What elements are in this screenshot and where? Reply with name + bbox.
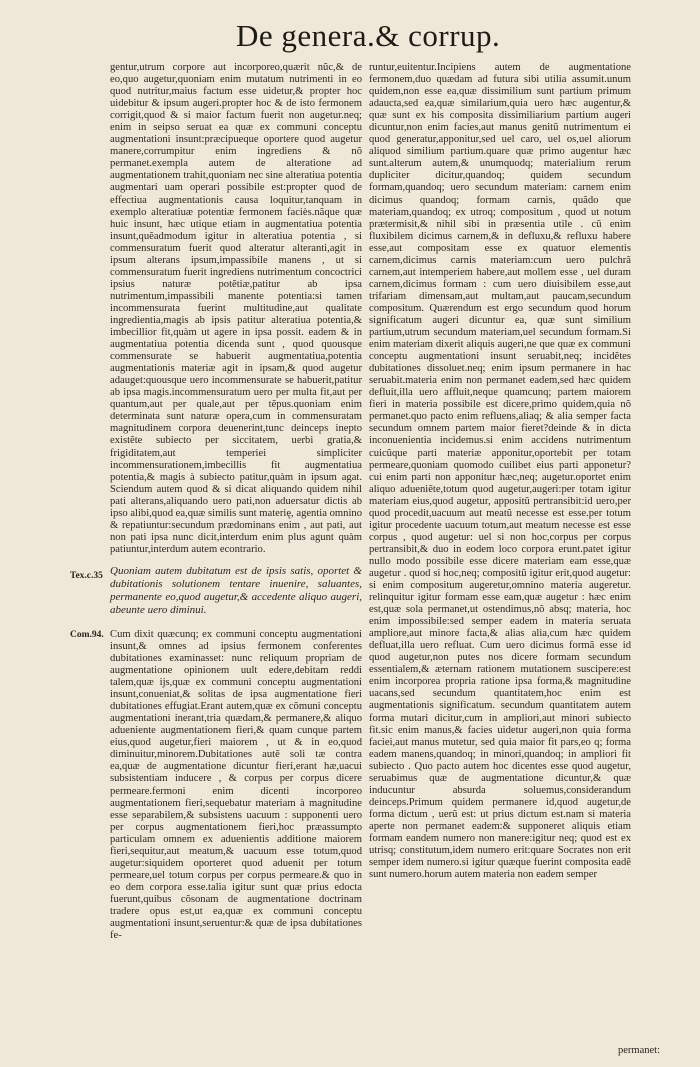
- running-header: De genera.& corrup.: [236, 18, 501, 53]
- aristotle-text-passage: Quoniam autem dubitatum est de ipsis satis, oportet & dubitationis solutionem tentare inuenire, saluantes, permanente eo,quod augetur,& accedente aliquo augeri, abeunte uero diminui.: [110, 564, 362, 616]
- right-column: [369, 62, 631, 881]
- margin-label-commentary: Com.94.: [70, 630, 104, 640]
- margin-label-text: Tex.c.35: [70, 571, 103, 581]
- commentary-paragraph-94: Cum dixit quæcunq; ex communi conceptu augmentationi insunt,& omnes ad ipsius fermonem conferentes dubitationes examinasset: nunc reliquum propriam de augmentatione opinionem uult edere,debitam reddi talem,quæ ijs,quæ ex communi conceptu augmentationi insunt,conueniat,& solitas de ipsa augmentatione fieri dubitationes effugiat.Erant autem,quæ ex cõmuni conceptu augmentationi inerant,tria quædam,& permanere,& aliquo adueniente augmentationem fieri,& quam cunque partem eius,quod augetur,fieri maiorem , ut & in eo,quod diminuitur,minorem.Dubitationes autẽ soli tæ contra ea,quæ de augmentatione dicuntur fieri,erant hæ,uacui subsistentiam inducere , & corpus per corpus dicere permeare.fermoni enim dicenti incorporeo augmentationem fieri,sequebatur materiam à magnitudine esse separabilem,& subsistens uacuum : supponenti uero per corpus augmentationem fieri,hoc præassumpto particulam omnem ex aduenientis additione maiorem fieri,sequitur,aut meatum,& uacuum esse totum,quod augetur:siquidem oporteret quod aduenit per totum permeare,uel totum corpus per corpus permeare.& quo in eo dem corpora esse.talia igitur sunt quæ prius edocta fuerunt,quibus cõsonam de augmentatione doctrinam tradere opus est,ut ea,quæ ex communi conceptu augmentationi insunt,seruentur:& quæ de ipsa dubitationes fe-: [110, 628, 362, 942]
- catchword: permanet:: [618, 1045, 660, 1056]
- right-column-text: runtur,euitentur.Incipiens autem de augmentatione fermonem,duo quædam ad futura sibi utilia assumit.unum quidem,non esse ea,quæ dissimilium sunt partium primum adaucta,sed ea,quæ similarium,quia uero hæc augentur,& quæ sunt ex his composita dissimiliarium partium augeri dicuntur,non enim facies,aut manus genitũ nutrimentum ei quod generatur,apponitur,sed uel caro, uel os,uel aliorum aliquod similium partium.quare quæ primo augentur hæc sunt.alterum autem,& unumquodq; materialium rerum dupliciter dicitur,quandoq; quidem secundum formam,quandoq; uero secundum materiam: carnem enim dicimus quandoq; formam carnis, quãdo que materiam,quandoq; ex utroq; compositum , quod ut notum prætermisit,& nihil sibi in præsentia utile . cũ enim fluxibilem dicimus carnem,& in defluxu,& refluxu habere esse,aut compositam esse ex quatuor elementis carnem,dicimus carnis materiam:cum uero pulchrã carnem,aut intemperiem habere,aut mollem esse , uel duram carnem,dicimus formam : cum uero diuisibilem esse,aut trifariam dimensam,aut multam,aut paucam,secundum compositum. Quærendum est ergo secundum quod horum significatum augeri dicuntur ea, quæ sunt similium partium,utrum secundum materiam,uel secundum formam.Si enim materiam dixerit aliquis augeri,ne que quæ ex communi conceptu augmentationi insunt seruabit,neq; incidẽtes dubitationes dissoluet.neq; enim ipsum permanere in hac seruabit.materia enim non permanet eadem,sed hæc quidem defluit,illa uero affluit,neque quamcunq; partem maiorem fieri in materia possibile est dicere,primo quidem,quia nõ permanet.quo pacto enim refluens,aliaq; & alia semper facta secundum omnem partem maior fieret?deinde & in dicta inconuenientia incidemus.si enim accidens nutrimentum cuicũque parti materiæ apponitur,oportebit per totam permeare,quoniam quomodo cuilibet eius parti apponetur? cui enim parti non apponitur hæc,neq; augetur.oportet enim aliquo adueniẽte,totum quod augetur,augeri:per totam igitur materiam eius,quod augetur, appositũ pertransibit:id uero,per quod procedit,uacuum aut meatũ necesse est esse.per totum igitur procedente uacuum totum,aut meatum necesse est esse corpus , quod augetur: uel si non hoc,corpus per corpus pertransibit,& duo in eodem loco corpora erunt.patet igitur nullo modo possibile esse dicere materiam eam esse,quæ augetur . quod si hoc,neq; compositũ igitur erit,quod augetur: si enim compositum augeretur,omnino materia augeretur. relinquitur igitur formam esse eam,quæ augetur : hæc enim est,quæ sola permanet,ut ostendimus,nõ absq; materia, hoc enim impossibile:sed semper eadem in materia seruata ampliore,aut minore facta,& alias alia,cum hæc quidem defluat,illa uero refluat. Cum uero dicimus formã esse id quod augetur,non putes nos dicere formam secundum essentialem,& æternam rationem mutationem suscipere:est enim incorporea propria ratione ipsa forma,& magnitudine uacans,sed secundum quantitatem,hoc enim est augmentationis significatum. secundum quantitatem autem forma mutari dicitur,cum in ampliori,aut minori subiecto fit.sic enim manus,& facies uidetur augeri,non quia forma faciei,aut manus mutetur, sed quia maior fit pars,eo q; forma eadem manens,quandoq; in minori,quandoq; in ampliori fit subiecto . Quo pacto autem hoc dicentes esse quod augetur, seruabimus quæ de augmentatione dicuntur,& quæ inducuntur absurda soluemus,considerandum deinceps.Primum quidem permanere id,quod augetur,de forma dictum , uerũ est: ut prius dictum est.nam si materia aperte non permanet eadem:& supponeret aliquis etiam formam eandem numero non manere:igitur neq; quod est ex utrisq; constitutum,idem numero erit:quare Socrates non erit semper idem numero.si igitur quæque fuerint composita eadẽ sunt numero.horum autem materia non eadem semper: [369, 62, 631, 881]
- commentary-paragraph: gentur,utrum corpore aut incorporeo,quærit nũc,& de eo,quo augetur,quoniam enim mutatum nutrimenti in eo quod nutritur,maius factum esse uidetur,& propter hoc uidebitur & ipsum augeri.propter hoc & de isto fermonem corrigit,quod & si maior factum fuerit non augetur.neq; enim in seipso seruat ea quæ ex communi conceptu augmentationi insunt:præcipueque oportere quod augetur manere,corrumpitur enim ingrediens & nõ permanet.exempla autem de alteratione ad augmentationem trahit,quoniam nec sine alteratiua potentia augmentari uam operari possibile est:propter quod de effectiua augmentationis causa loquitur,tanquam in exemplo alteratiuæ potentiæ fermonem faciès.nãque quæ huic insunt, hæc utique etiam in augmentatiua potentia insunt,quẽadmodum igitur in alteratiua potentia , si commensuratum fuerit quod alteratur alteranti,agit in ipsum alterans ipsum,impassibile manens , ut si commensuratum fuerit ingrediens nutrimentum concoctrici ipsius naturæ potẽtiæ,patitur ab ipsa nutrimentum,impassibili manente potentia:si tamen incommensurata fuerint multitudine,aut qualitate ingredientia,magis ab ipsis patitur alteratiua potentia,& imbecillior fit,quàm ut agere in ipsa possit. eadem & in augmentatiua potentia dicenda sunt , quod quousque commensurate se habuerit augmentatiua,potentia augmentationis materiæ agit in ipsam,& quod augetur adauget:quousque uero incommensurate se habuerit,patitur ab ipsa magis.incommensuratum uero per multa fit,aut per quantum,aut per quale,aut per tẽpus.quoniam enim determinata sunt naturæ opera,cum in commensuratam magnitudinem corpora deuenerint,tunc deinceps inepto existẽte subiecto per siccitatem, uerbi gratia,& frigiditatem,aut temperiei simpliciter incommensurationem,imbecillis fit augmentatiua potentia,& magis à subiecto patitur,quàm in ipsum agat. Sciendum autem quod & si dicat aliquando quidem nihil pati alterans,aliquando uero pati,non aduersatur dictis ab ipso alibi,quod ea,quæ similis sunt materię, agentia omnino & repatiuntur:secundum prædominans enim , aut pati, aut non pati ipsa nunc dicit,interdum enim plus agunt quàm patiuntur,interdum autem econtrario.: [110, 62, 362, 555]
- left-column: [110, 62, 362, 942]
